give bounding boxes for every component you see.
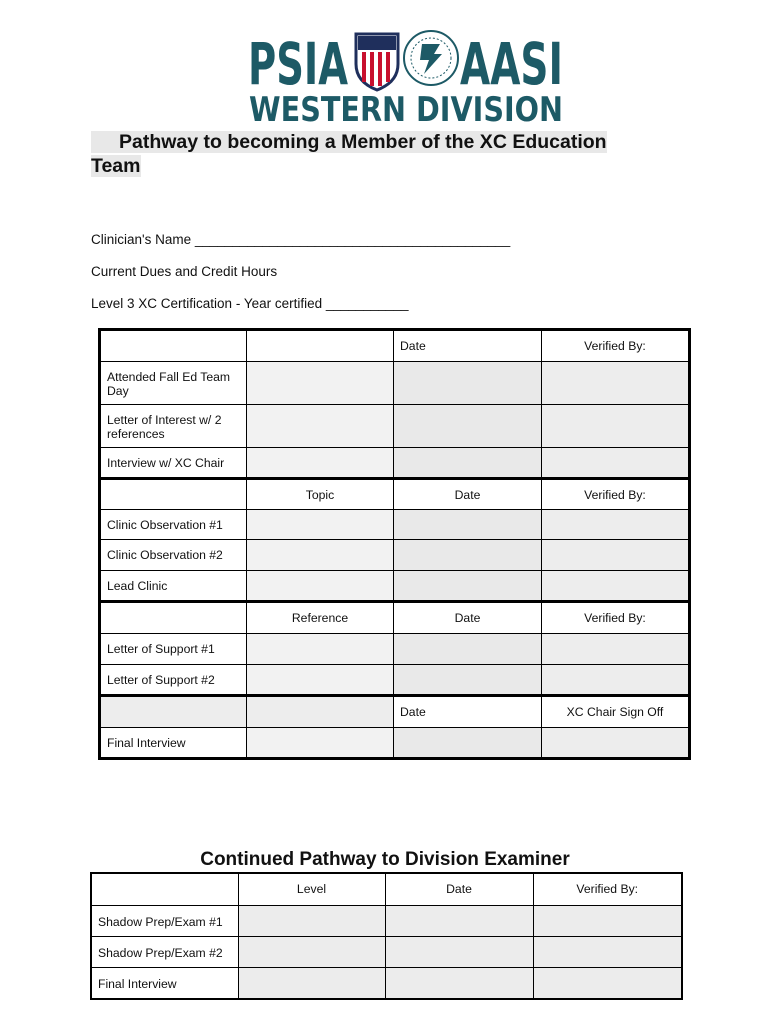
header-cell: Reference xyxy=(247,602,394,634)
psia-aasi-logo xyxy=(248,28,566,130)
date-cell[interactable] xyxy=(394,571,542,602)
header-cell: Date xyxy=(385,873,533,905)
table-row xyxy=(100,728,690,759)
date-cell[interactable] xyxy=(394,448,542,479)
header-cell xyxy=(100,479,247,510)
aasi-emblem-icon xyxy=(404,31,458,85)
division-examiner-table xyxy=(90,872,683,1000)
table-row xyxy=(100,665,690,696)
row-label: Interview w/ XC Chair xyxy=(100,448,247,479)
row-label: Final Interview xyxy=(91,967,238,999)
row-label: Clinic Observation #1 xyxy=(100,510,247,540)
row-label: Shadow Prep/Exam #2 xyxy=(91,936,238,967)
row-label: Shadow Prep/Exam #1 xyxy=(91,905,238,936)
table-row xyxy=(100,634,690,665)
table-header-row xyxy=(91,873,682,905)
topic-cell[interactable] xyxy=(247,571,394,602)
table-header-row xyxy=(100,602,690,634)
table-row xyxy=(91,905,682,936)
header-cell xyxy=(247,330,394,362)
topic-cell[interactable] xyxy=(247,540,394,571)
verified-cell[interactable] xyxy=(542,540,690,571)
verified-cell[interactable] xyxy=(542,510,690,540)
header-cell: Verified By: xyxy=(533,873,682,905)
header-cell xyxy=(91,873,238,905)
entry-cell[interactable] xyxy=(247,448,394,479)
row-label: Letter of Support #1 xyxy=(100,634,247,665)
header-cell: Date xyxy=(394,330,542,362)
date-cell[interactable] xyxy=(394,634,542,665)
verified-cell[interactable] xyxy=(542,665,690,696)
header-cell: Level xyxy=(238,873,385,905)
level-cell[interactable] xyxy=(238,905,385,936)
table-row xyxy=(100,448,690,479)
row-label: Attended Fall Ed Team Day xyxy=(100,362,247,405)
table-row xyxy=(100,540,690,571)
header-cell: XC Chair Sign Off xyxy=(542,696,690,728)
verified-cell[interactable] xyxy=(542,362,690,405)
date-cell[interactable] xyxy=(385,936,533,967)
topic-cell[interactable] xyxy=(247,510,394,540)
logo-aasi-text: AASI xyxy=(460,30,563,98)
level3-certification-field[interactable]: Level 3 XC Certification - Year certified ___________ xyxy=(91,296,409,311)
verified-cell[interactable] xyxy=(533,905,682,936)
row-label: Clinic Observation #2 xyxy=(100,540,247,571)
level-cell[interactable] xyxy=(238,967,385,999)
level-cell[interactable] xyxy=(238,936,385,967)
header-cell: Date xyxy=(394,479,542,510)
header-cell: Verified By: xyxy=(542,602,690,634)
table-row xyxy=(91,936,682,967)
table-row xyxy=(91,967,682,999)
header-cell: Verified By: xyxy=(542,330,690,362)
table-row xyxy=(100,405,690,448)
logo-division-text: WESTERN DIVISION xyxy=(249,90,563,130)
reference-cell[interactable] xyxy=(247,634,394,665)
header-cell: Topic xyxy=(247,479,394,510)
verified-cell[interactable] xyxy=(542,448,690,479)
table-row xyxy=(100,510,690,540)
header-cell xyxy=(100,330,247,362)
verified-cell[interactable] xyxy=(542,571,690,602)
date-cell[interactable] xyxy=(394,362,542,405)
logo-psia-text: PSIA xyxy=(248,30,349,98)
row-label: Lead Clinic xyxy=(100,571,247,602)
date-cell[interactable] xyxy=(385,905,533,936)
verified-cell[interactable] xyxy=(542,405,690,448)
header-cell xyxy=(247,696,394,728)
table-header-row xyxy=(100,479,690,510)
psia-shield-icon xyxy=(356,34,398,90)
entry-cell[interactable] xyxy=(247,728,394,759)
row-label: Final Interview xyxy=(100,728,247,759)
date-cell[interactable] xyxy=(394,405,542,448)
continued-pathway-title: Continued Pathway to Division Examiner xyxy=(200,849,570,870)
clinician-name-field[interactable]: Clinician's Name __________________________________________ xyxy=(91,232,511,247)
date-cell[interactable] xyxy=(394,665,542,696)
table-header-row xyxy=(100,330,690,362)
table-row xyxy=(100,362,690,405)
date-cell[interactable] xyxy=(385,967,533,999)
header-cell: Verified By: xyxy=(542,479,690,510)
dues-field: Current Dues and Credit Hours xyxy=(91,264,278,279)
verified-cell[interactable] xyxy=(533,967,682,999)
entry-cell[interactable] xyxy=(247,362,394,405)
table-row xyxy=(100,571,690,602)
header-cell: Date xyxy=(394,602,542,634)
header-cell: Date xyxy=(394,696,542,728)
signoff-cell[interactable] xyxy=(542,728,690,759)
verified-cell[interactable] xyxy=(533,936,682,967)
reference-cell[interactable] xyxy=(247,665,394,696)
entry-cell[interactable] xyxy=(247,405,394,448)
row-label: Letter of Support #2 xyxy=(100,665,247,696)
table-header-row xyxy=(100,696,690,728)
header-cell xyxy=(100,696,247,728)
verified-cell[interactable] xyxy=(542,634,690,665)
page-title: Pathway to becoming a Member of the XC Education Team xyxy=(91,131,607,177)
date-cell[interactable] xyxy=(394,510,542,540)
date-cell[interactable] xyxy=(394,728,542,759)
education-team-pathway-table xyxy=(98,328,691,760)
header-cell xyxy=(100,602,247,634)
date-cell[interactable] xyxy=(394,540,542,571)
row-label: Letter of Interest w/ 2 references xyxy=(100,405,247,448)
